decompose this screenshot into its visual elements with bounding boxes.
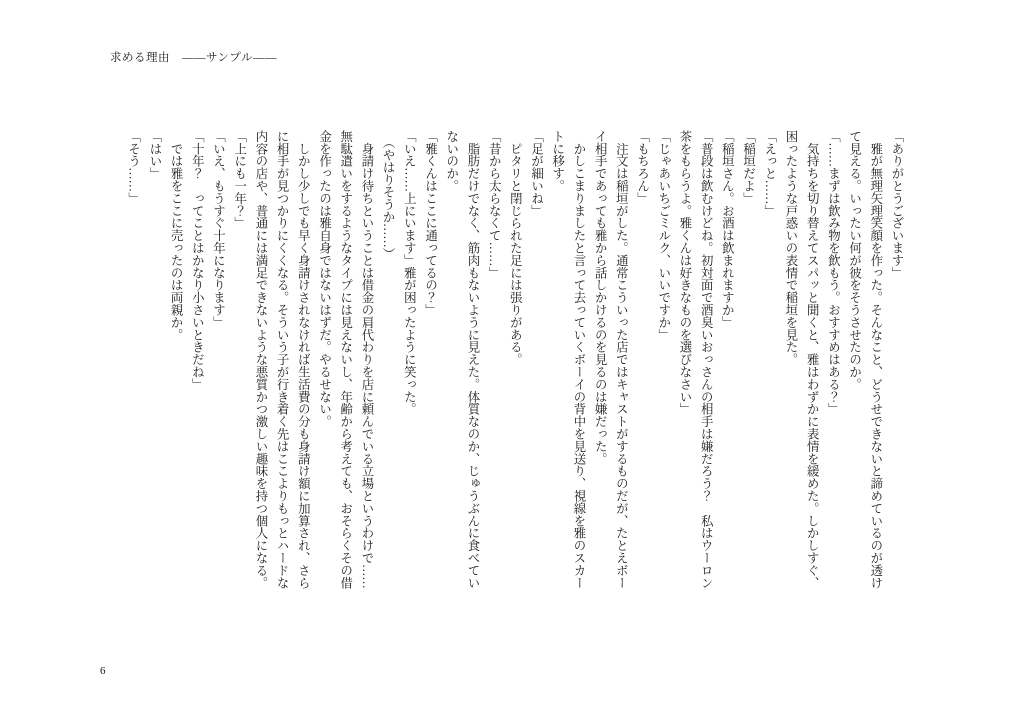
paragraph: 「いえ、もうすぐ十年になります」 bbox=[211, 130, 226, 329]
paragraph: 「そう……」 bbox=[126, 130, 141, 205]
paragraph: 気持ちを切り替えてスパッと聞くと、雅はわずかに表情を緩めた。しかしすぐ、困ったような戸惑いの表情で稲垣を見た。 bbox=[783, 130, 820, 589]
paragraph: 「……まずは飲み物を飲もう。おすすめはある？」 bbox=[826, 130, 841, 416]
paragraph: 「稲垣さん。お酒は飲まれますか」 bbox=[720, 130, 735, 329]
paragraph: ピタリと閉じられた足には張りがある。 bbox=[508, 130, 523, 366]
paragraph: 「ありがとうございます」 bbox=[890, 130, 904, 279]
paragraph: 「足が細いね」 bbox=[529, 130, 544, 217]
paragraph: 「昔から太らなくて……」 bbox=[487, 130, 502, 279]
paragraph: 「じゃあいちごミルク、いいですか」 bbox=[656, 130, 671, 341]
paragraph: かしこまりましたと言って去っていくボーイの背中を見送り、視線を雅のスカートに移す。 bbox=[550, 130, 586, 589]
paragraph: 「雅くんはここに通ってるの？」 bbox=[423, 130, 438, 316]
paragraph: では雅をここに売ったのは両親か。 bbox=[169, 130, 184, 341]
paragraph: 雅が無理矢理笑顔を作った。そんなこと、どうせできないと諦めているのが透けて見える。いったい何が彼をそうさせたのか。 bbox=[847, 130, 883, 589]
paragraph: 「普段は飲むけどね。初対面で酒臭いおっさんの相手は嫌だろう？ 私はウーロン茶をもらうよ。雅くんは好きなものを選びなさい」 bbox=[677, 130, 714, 589]
running-header: 求める理由 ――サンプル―― bbox=[110, 52, 277, 64]
paragraph: （やはりそうか……） bbox=[381, 130, 396, 261]
paragraph: 「上にも一年？」 bbox=[232, 130, 247, 230]
paragraph: 身請け待ちということは借金の肩代わりを店に頼んでいる立場というわけで……無駄遣いをするようなタイプには見えないし、年齢から考えても、おそらくその借金を作ったのは雅自身ではないはずだ。やるせない。 bbox=[317, 130, 374, 589]
paragraph: 「いえ……上にいます」雅が困ったように笑った。 bbox=[402, 130, 417, 416]
paragraph: 「はい」 bbox=[147, 130, 162, 180]
paragraph: 脂肪だけでなく、筋肉もないように見えた。体質なのか、じゅうぶんに食べていないのか。 bbox=[444, 130, 480, 589]
paragraph: 「もちろん」 bbox=[635, 130, 650, 205]
paragraph: 注文は稲垣がした。通常こういった店ではキャストがするものだが、たとえボーイ相手であっても雅から話しかけるのを見るのは嫌だった。 bbox=[593, 130, 629, 589]
paragraph: 「稲垣だよ」 bbox=[741, 130, 756, 205]
main-text-vertical bbox=[122, 130, 907, 590]
paragraph: 「えっと……」 bbox=[762, 130, 777, 217]
paragraph: しかし少しでも早く身請けされなければ生活費の分も身請け額に加算され、さらに相手が見つかりにくくなる。そういう子が行き着く先はここよりもっとハードな内容の店や、普通には満足できないような悪質かつ激しい趣味を持つ個人になる。 bbox=[253, 130, 311, 589]
page-number: 6 bbox=[100, 665, 106, 677]
paragraph: 「十年？ ってことはかなり小さいときだね」 bbox=[190, 130, 205, 391]
